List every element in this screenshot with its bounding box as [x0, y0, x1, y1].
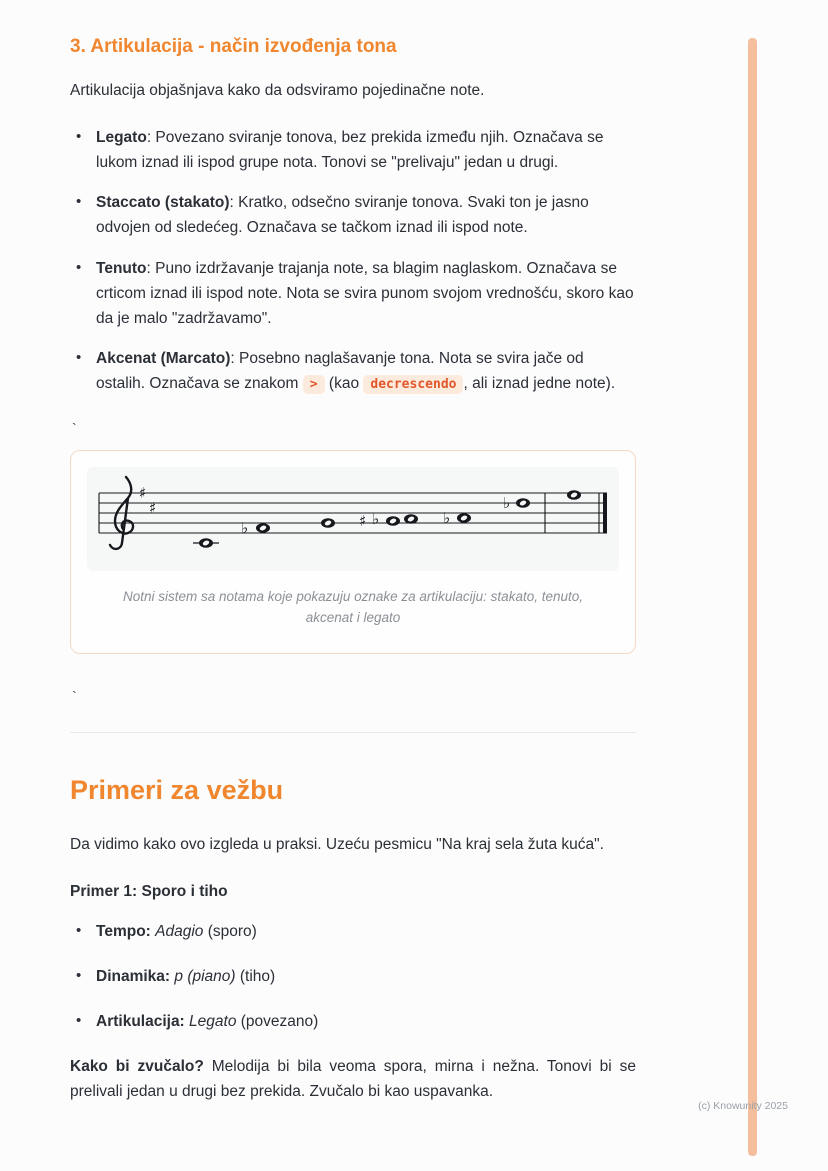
practice-intro: Da vidimo kako ovo izgleda u praksi. Uzeću pesmicu "Na kraj sela žuta kuća". — [70, 835, 604, 853]
list-item — [74, 125, 636, 175]
term-tempo: Tempo: — [96, 923, 151, 941]
sharp-icon: ♯ — [359, 512, 367, 531]
term-tenuto: Tenuto — [96, 259, 147, 277]
sharp-icon: ♯ — [139, 484, 147, 503]
outro-paragraph — [70, 1054, 636, 1104]
value-rest: (povezano) — [236, 1013, 319, 1031]
final-barline — [603, 493, 607, 533]
list-item — [74, 964, 636, 989]
term-akcenat: Akcenat (Marcato) — [96, 349, 231, 367]
section-divider — [70, 732, 636, 733]
inline-code-accent-symbol: > — [303, 375, 325, 394]
copyright-footer: (c) Knowunity 2025 — [698, 1100, 788, 1112]
intro-paragraph: Artikulacija objašnjava kako da odsviramo pojedinačne note. — [70, 82, 485, 99]
term-staccato: Staccato (stakato) — [96, 194, 230, 212]
list-item — [74, 256, 636, 331]
flat-icon: ♭ — [372, 510, 380, 529]
sharp-icon: ♯ — [149, 499, 157, 518]
term-text: : Kratko, odsečno sviranje tonova. Svaki ton je jasno odvojen od sledećeg. Označava se tačkom iznad ili ispod note. — [96, 194, 589, 237]
term-text: , ali iznad jedne note). — [463, 374, 616, 392]
flat-icon: ♭ — [503, 494, 511, 513]
term-artikulacija: Artikulacija: — [96, 1013, 185, 1031]
value-rest: (tiho) — [235, 968, 276, 986]
figure-caption: Notni sistem sa notama koje pokazuju oznake za artikulaciju: stakato, tenuto, akcenat i legato — [123, 589, 583, 626]
music-staff-svg — [89, 471, 617, 567]
document-content — [70, 36, 636, 1127]
music-staff-image — [87, 467, 619, 571]
term-text: : Povezano sviranje tonova, bez prekida između njih. Označava se lukom iznad ili ispod grupe nota. Tonovi se "prelivaju" jedan u drugi. — [96, 129, 604, 172]
whole-notes — [199, 490, 581, 548]
inline-code-decrescendo: decrescendo — [363, 375, 463, 394]
flat-icon: ♭ — [241, 519, 249, 538]
list-item — [74, 346, 636, 396]
articulation-list — [74, 125, 636, 396]
term-text: (kao — [324, 374, 364, 392]
term-dinamika: Dinamika: — [96, 968, 171, 986]
term-legato: Legato — [96, 129, 147, 147]
outro-text: Melodija bi bila veoma spora, mirna i nežna. Tonovi bi se prelivali jedan u drugi bez prekida. Zvučalo bi kao uspavanka. — [70, 1058, 636, 1101]
example-list — [74, 919, 636, 1034]
accent-stripe — [748, 38, 757, 1156]
value-tempo: Adagio — [155, 923, 204, 941]
list-item — [74, 1009, 636, 1034]
value-artikulacija: Legato — [189, 1013, 237, 1031]
stray-backtick: ` — [72, 687, 77, 704]
flat-icon: ♭ — [443, 509, 451, 528]
term-text: : Puno izdržavanje trajanja note, sa blagim naglaskom. Označava se crticom iznad ili ispod note. Nota se svira punom svojom vrednošću, skoro kao da je malo "zadržavamo". — [96, 259, 634, 327]
stray-backtick: ` — [72, 420, 77, 437]
notation-figure — [70, 450, 636, 654]
value-rest: (sporo) — [203, 923, 257, 941]
section-heading-artikulacija: 3. Artikulacija - način izvođenja tona — [70, 36, 397, 57]
value-dinamika: p (piano) — [174, 968, 236, 986]
list-item — [74, 190, 636, 240]
example-title: Primer 1: Sporo i tiho — [70, 883, 228, 901]
outro-question: Kako bi zvučalo? — [70, 1058, 204, 1076]
list-item — [74, 919, 636, 944]
term-text: : Posebno naglašavanje tona. Nota se svira jače od ostalih. Označava se znakom — [96, 349, 584, 392]
section-heading-primeri: Primeri za vežbu — [70, 774, 284, 805]
